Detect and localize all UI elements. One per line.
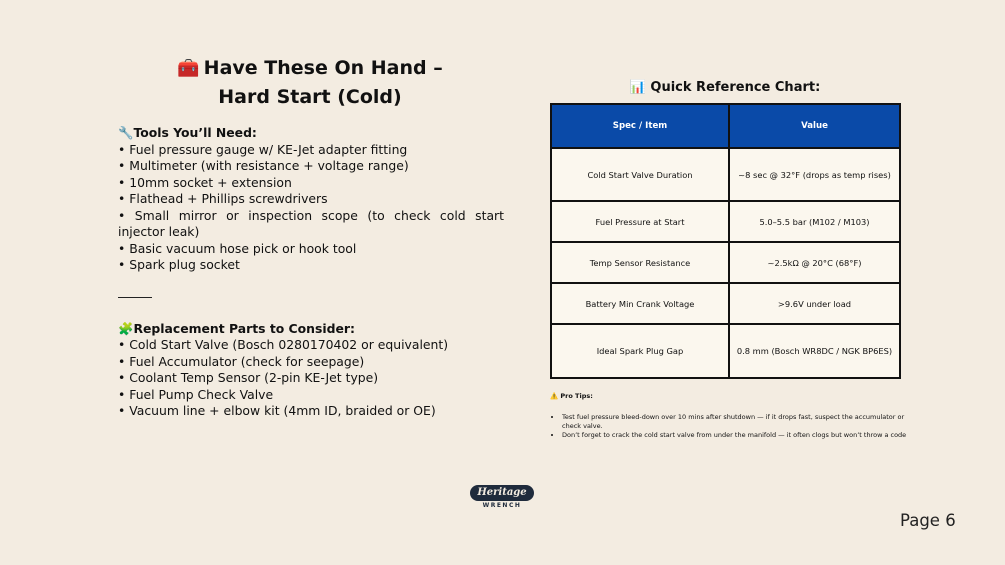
title-line-1-text: Have These On Hand –	[203, 57, 443, 79]
spec-cell: Ideal Spark Plug Gap	[551, 324, 729, 378]
parts-item: • Fuel Accumulator (check for seepage)	[118, 353, 365, 369]
title-line-2: Hard Start (Cold)	[218, 86, 402, 108]
value-cell: ~8 sec @ 32°F (drops as temp rises)	[729, 148, 900, 201]
wrench-icon: 🔧	[118, 125, 134, 140]
spec-cell: Temp Sensor Resistance	[551, 242, 729, 283]
table-row	[551, 201, 900, 242]
tips-heading-text: Pro Tips:	[560, 392, 593, 400]
value-cell: 0.8 mm (Bosch WR8DC / NGK BP6ES)	[729, 324, 900, 378]
parts-item: • Vacuum line + elbow kit (4mm ID, braided or OE)	[118, 403, 436, 418]
parts-item: • Fuel Pump Check Valve	[118, 386, 274, 402]
parts-heading	[118, 321, 504, 338]
tools-heading	[118, 125, 504, 142]
spec-cell: Battery Min Crank Voltage	[551, 283, 729, 324]
page-title	[160, 54, 460, 112]
warning-icon: ⚠️	[550, 392, 559, 400]
title-line-1	[160, 54, 460, 83]
toolbox-icon: 🧰	[177, 58, 200, 79]
table-row	[551, 148, 900, 201]
chart-title	[550, 80, 900, 95]
bar-chart-icon: 📊	[629, 80, 646, 95]
table-row	[551, 324, 900, 378]
spec-cell: Fuel Pressure at Start	[551, 201, 729, 242]
tools-heading-text: Tools You’ll Need:	[133, 125, 257, 140]
tools-item: • Small mirror or inspection scope (to check cold start injector leak)	[118, 207, 504, 239]
tip-item: • Test fuel pressure bleed-down over 10 mins after shutdown — if it drops fast, suspect the accumulator or check valve.	[562, 413, 920, 430]
tools-item: • Fuel pressure gauge w/ KE-Jet adapter fitting	[118, 141, 408, 157]
parts-item: • Coolant Temp Sensor (2-pin KE-Jet type)	[118, 370, 379, 385]
parts-heading-text: Replacement Parts to Consider:	[133, 320, 355, 336]
tips-list	[550, 413, 920, 439]
column-header: Value	[729, 104, 900, 148]
puzzle-icon: 🧩	[118, 320, 134, 336]
tools-item: • Spark plug socket	[118, 257, 240, 272]
tools-item: • 10mm socket + extension	[118, 174, 292, 190]
page-number: Page 6	[900, 511, 956, 530]
section-divider	[118, 297, 152, 298]
tools-item: • Basic vacuum hose pick or hook tool	[118, 240, 357, 256]
logo-badge: Heritage	[470, 485, 533, 501]
tips-heading	[550, 392, 920, 400]
spec-cell: Cold Start Valve Duration	[551, 148, 729, 201]
tools-item: • Flathead + Phillips screwdrivers	[118, 191, 328, 206]
value-cell: ~2.5kΩ @ 20°C (68°F)	[729, 242, 900, 283]
logo-subtext: WRENCH	[482, 502, 522, 509]
table-row	[551, 283, 900, 324]
pro-tips	[550, 392, 920, 441]
reference-table	[550, 103, 901, 379]
parts-item: • Cold Start Valve (Bosch 0280170402 or equivalent)	[118, 337, 449, 352]
table-header-row	[551, 104, 900, 148]
value-cell: >9.6V under load	[729, 283, 900, 324]
column-header: Spec / Item	[551, 104, 729, 148]
heritage-wrench-logo	[470, 480, 534, 508]
tools-item: • Multimeter (with resistance + voltage range)	[118, 158, 409, 173]
chart-title-text: Quick Reference Chart:	[650, 80, 821, 95]
tip-item: • Don’t forget to crack the cold start valve from under the manifold — it often clogs but won’t throw a code	[562, 431, 920, 439]
left-column	[118, 125, 504, 420]
table-row	[551, 242, 900, 283]
value-cell: 5.0–5.5 bar (M102 / M103)	[729, 201, 900, 242]
